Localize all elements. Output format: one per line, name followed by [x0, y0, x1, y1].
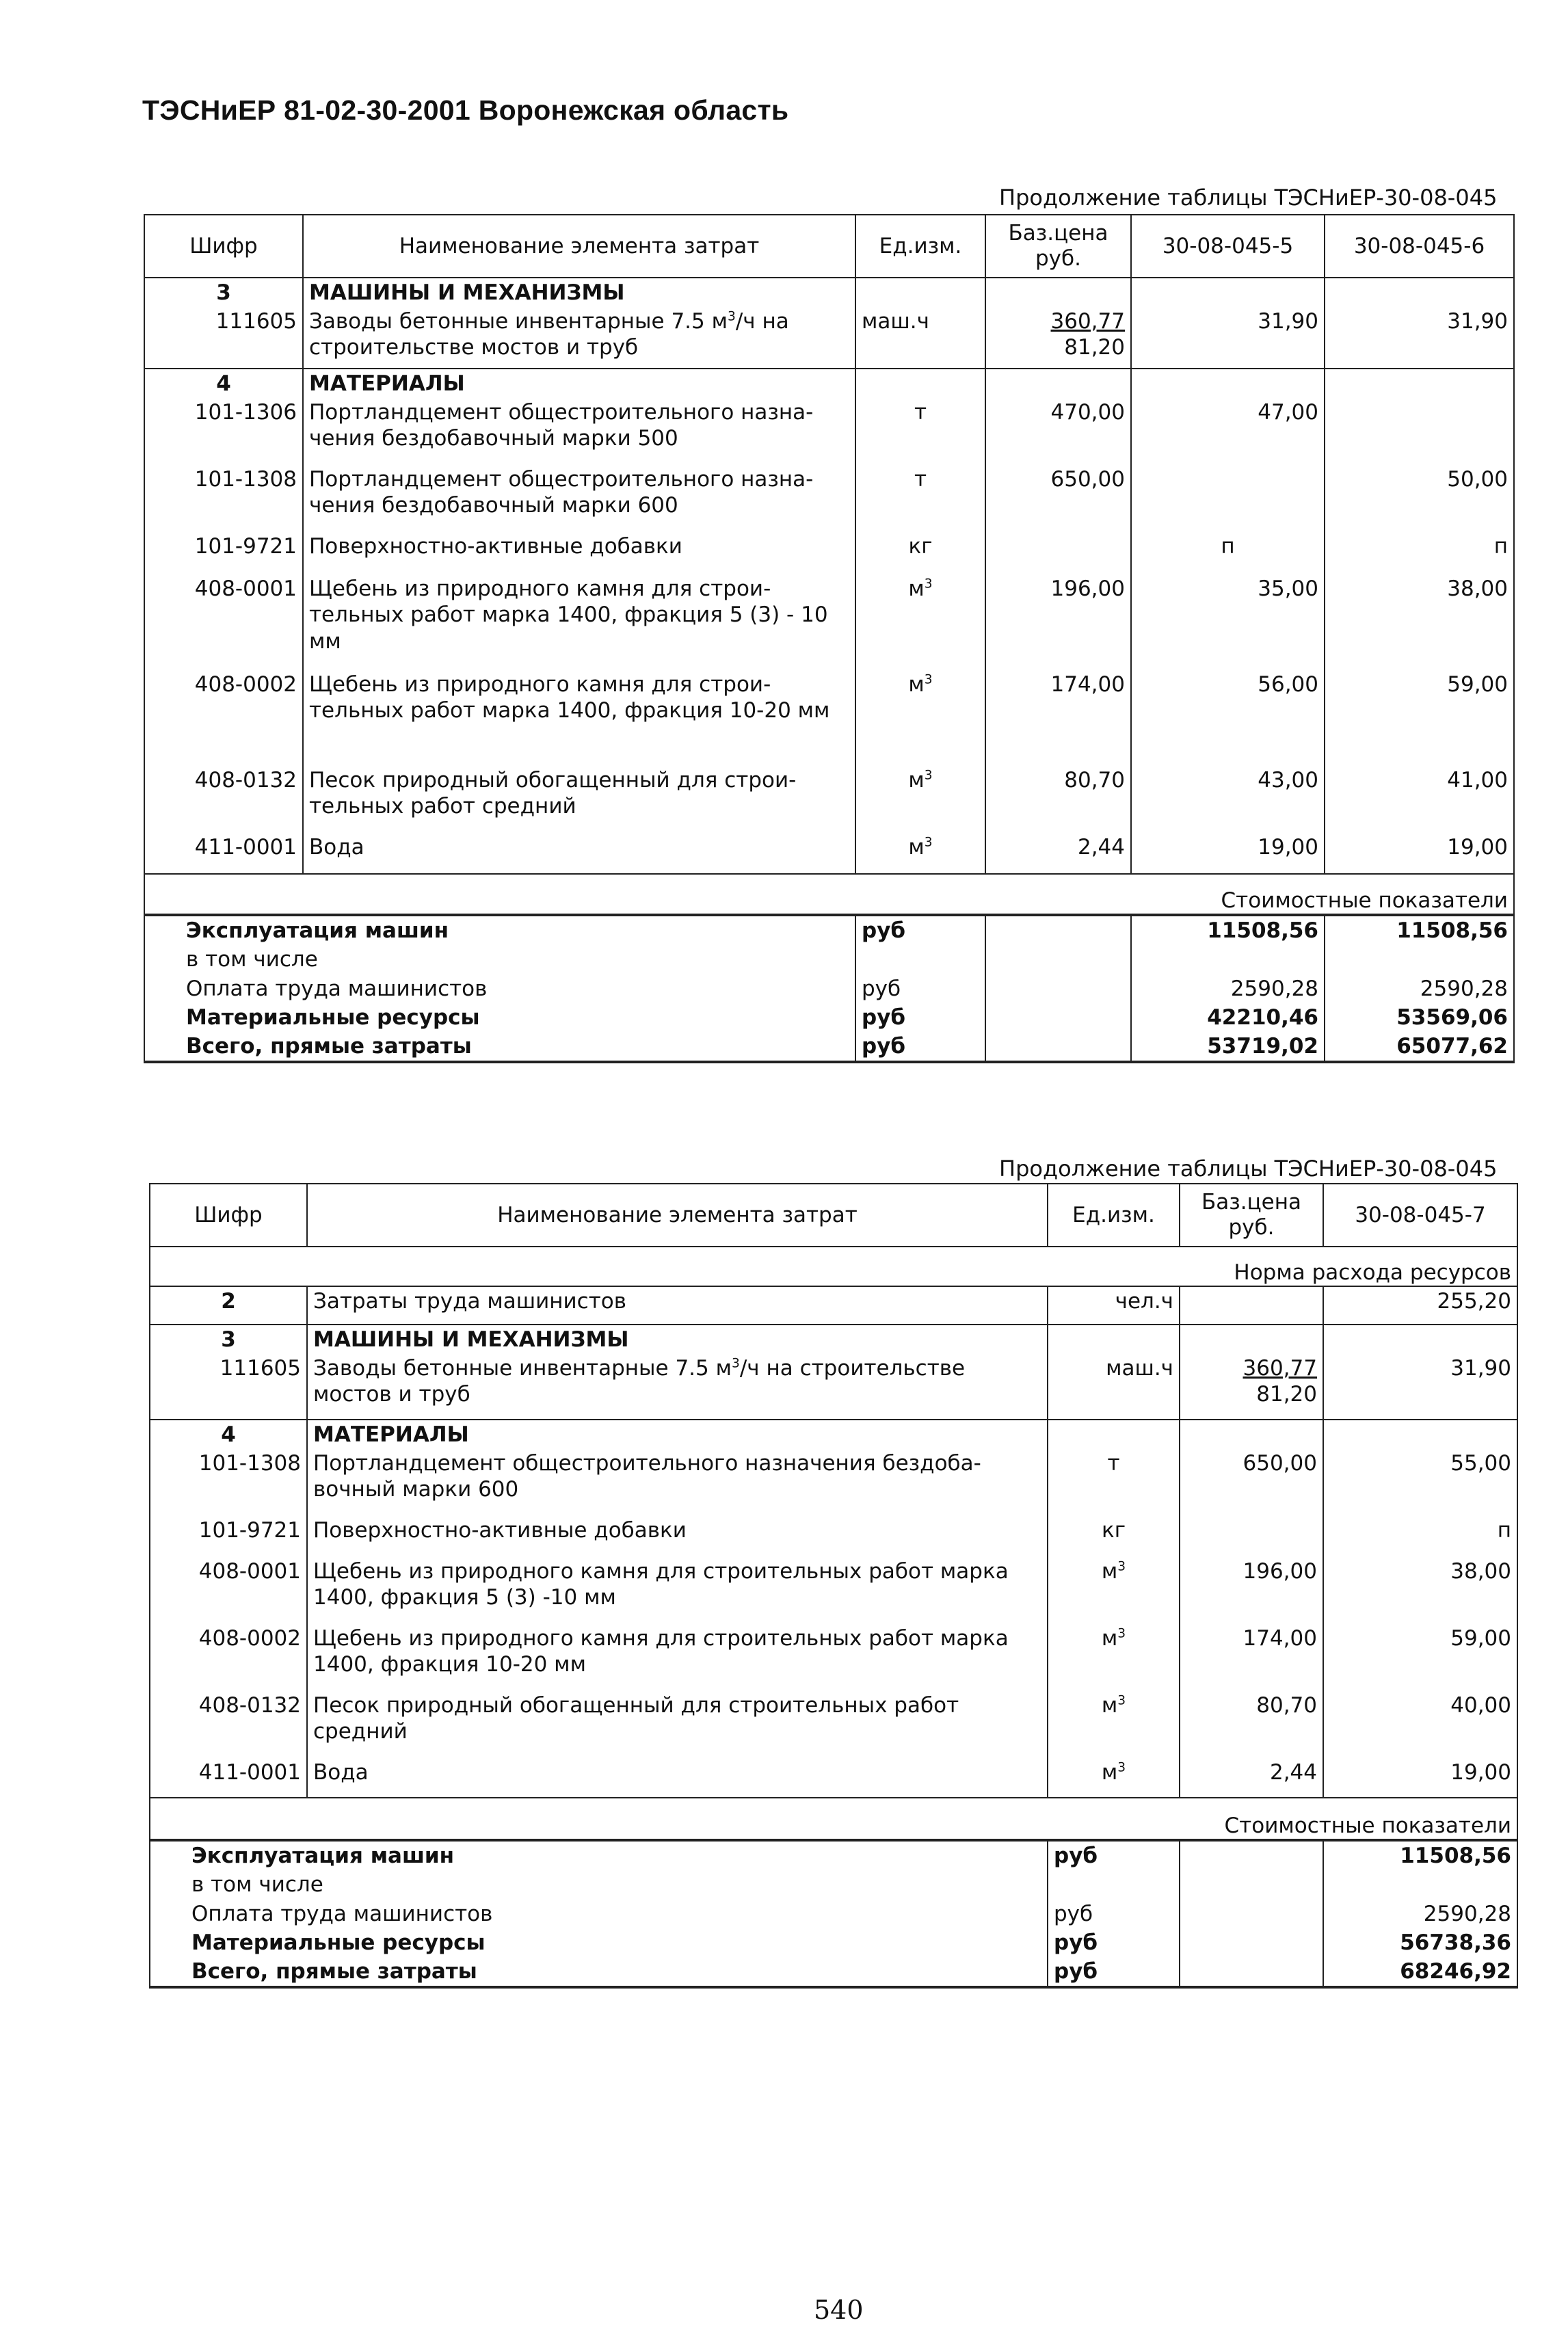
cost-header: Стоимостные показатели	[150, 1798, 1517, 1840]
row-name: Заводы бетонные инвентарные 7.5 $м^3/ч$ на строительстве мостов и труб	[303, 307, 855, 369]
row-c2: 38,00	[1325, 574, 1514, 670]
summary-label: Всего, прямые затраты	[144, 1032, 855, 1062]
summary-c1: 42210,46	[1131, 1003, 1325, 1032]
table2-cost-header-row	[150, 1798, 1517, 1840]
row-unit: чел.ч	[1048, 1286, 1180, 1325]
table2-machine-row	[150, 1354, 1517, 1420]
table-row	[144, 670, 1514, 766]
summary-label: в том числе	[144, 945, 855, 974]
page-number: 540	[814, 2295, 864, 2325]
row-name: Вода	[307, 1758, 1048, 1798]
summary-unit: руб	[855, 974, 985, 1003]
row-code: 111605	[144, 307, 303, 369]
row-name: Поверхностно-активные добавки	[307, 1516, 1048, 1557]
row-c1: 55,00	[1323, 1449, 1517, 1516]
summary-label: Материальные ресурсы	[150, 1928, 1048, 1957]
row-unit: $м^3$	[855, 574, 985, 670]
table2-header-row	[150, 1184, 1517, 1247]
row-name: Затраты труда машинистов	[307, 1286, 1048, 1325]
row-unit: $м^3$	[1048, 1691, 1180, 1758]
row-price: 2,44	[1180, 1758, 1323, 1798]
row-code: 408-0001	[144, 574, 303, 670]
summary-c1: 11508,56	[1131, 915, 1325, 945]
row-c1: 38,00	[1323, 1557, 1517, 1624]
table2-section-materials	[150, 1420, 1517, 1449]
row-c1: 59,00	[1323, 1624, 1517, 1691]
summary-unit: руб	[855, 1003, 985, 1032]
row-c1: 43,00	[1131, 766, 1325, 833]
summary-label: Материальные ресурсы	[144, 1003, 855, 1032]
row-c2: 19,00	[1325, 833, 1514, 874]
section-number: 4	[144, 369, 303, 398]
row-code: 101-1308	[144, 465, 303, 532]
summary-unit: руб	[855, 1032, 985, 1062]
table-row	[144, 766, 1514, 833]
summary-unit: руб	[1048, 1957, 1180, 1987]
summary-unit: руб	[1048, 1840, 1180, 1870]
row-name: Портландцемент общестроительного назначения бездоба-вочный марки 600	[307, 1449, 1048, 1516]
row-unit: $м^3$	[855, 670, 985, 766]
col-header-unit: Ед.изм.	[855, 215, 985, 278]
row-c2: 59,00	[1325, 670, 1514, 766]
table1-section-machines	[144, 278, 1514, 307]
row-price: 80,70	[985, 766, 1131, 833]
row-unit: маш.ч	[855, 307, 985, 369]
row-name: Щебень из природного камня для строи-тельных работ марка 1400, фракция 10-20 мм	[303, 670, 855, 766]
section-title: МАШИНЫ И МЕХАНИЗМЫ	[307, 1325, 1048, 1354]
col-header-c1: 30-08-045-7	[1323, 1184, 1517, 1247]
table2-norm-header-row	[150, 1247, 1517, 1286]
row-c1: 56,00	[1131, 670, 1325, 766]
summary-c1: 56738,36	[1323, 1928, 1517, 1957]
row-code: 408-0132	[150, 1691, 307, 1758]
row-c2: 50,00	[1325, 465, 1514, 532]
col-header-name: Наименование элемента затрат	[307, 1184, 1048, 1247]
row-price: 196,00	[985, 574, 1131, 670]
row-c1: 255,20	[1323, 1286, 1517, 1325]
row-unit: $м^3$	[1048, 1758, 1180, 1798]
row-name: Портландцемент общестроительного назна-чения бездобавочный марки 500	[303, 398, 855, 465]
row-c2: 41,00	[1325, 766, 1514, 833]
page-header-title: ТЭСНиЕР 81-02-30-2001 Воронежская область	[142, 94, 789, 126]
section-number: 3	[144, 278, 303, 307]
norm-header: Норма расхода ресурсов	[150, 1247, 1517, 1286]
row-code: 411-0001	[150, 1758, 307, 1798]
summary-unit: руб	[1048, 1900, 1180, 1928]
row-name: Вода	[303, 833, 855, 874]
section-title: МАТЕРИАЛЫ	[303, 369, 855, 398]
table-row	[150, 1449, 1517, 1516]
col-header-code: Шифр	[144, 215, 303, 278]
row-unit: $м^3$	[1048, 1624, 1180, 1691]
summary-row	[144, 1003, 1514, 1032]
row-price: 174,00	[985, 670, 1131, 766]
summary-row	[150, 1928, 1517, 1957]
summary-row	[144, 974, 1514, 1003]
row-code: 408-0002	[144, 670, 303, 766]
table-row	[150, 1557, 1517, 1624]
summary-c1: 68246,92	[1323, 1957, 1517, 1987]
row-code: 411-0001	[144, 833, 303, 874]
row-code: 408-0132	[144, 766, 303, 833]
summary-row	[150, 1957, 1517, 1987]
row-unit: $м^3$	[1048, 1557, 1180, 1624]
row-name: Щебень из природного камня для строительных работ марка 1400, фракция 10-20 мм	[307, 1624, 1048, 1691]
row-c1: 47,00	[1131, 398, 1325, 465]
table1-cost-header-row	[144, 874, 1514, 915]
section-title: МАШИНЫ И МЕХАНИЗМЫ	[303, 278, 855, 307]
table-row	[150, 1624, 1517, 1691]
col-header-c1: 30-08-045-5	[1131, 215, 1325, 278]
row-c2	[1325, 398, 1514, 465]
price-bottom: 81,20	[1256, 1382, 1317, 1407]
table-row	[150, 1758, 1517, 1798]
summary-label: Всего, прямые затраты	[150, 1957, 1048, 1987]
table2-continuation-caption: Продолжение таблицы ТЭСНиЕР-30-08-045	[999, 1156, 1498, 1182]
table1-section-materials	[144, 369, 1514, 398]
row-code: 101-1306	[144, 398, 303, 465]
row-price	[1180, 1516, 1323, 1557]
summary-row	[150, 1840, 1517, 1870]
summary-unit: руб	[855, 915, 985, 945]
row-name: Поверхностно-активные добавки	[303, 532, 855, 574]
row-unit: $м^3$	[855, 833, 985, 874]
row-unit: кг	[855, 532, 985, 574]
summary-c1: 53719,02	[1131, 1032, 1325, 1062]
row-name: Щебень из природного камня для строи-тельных работ марка 1400, фракция 5 (3) - 10 мм	[303, 574, 855, 670]
row-price: 650,00	[1180, 1449, 1323, 1516]
summary-c2: 2590,28	[1325, 974, 1514, 1003]
row-name: Щебень из природного камня для строительных работ марка 1400, фракция 5 (3) -10 мм	[307, 1557, 1048, 1624]
table2-section-machines	[150, 1325, 1517, 1354]
summary-label: в том числе	[150, 1870, 1048, 1899]
row-c1: 40,00	[1323, 1691, 1517, 1758]
col-header-unit: Ед.изм.	[1048, 1184, 1180, 1247]
summary-row	[150, 1870, 1517, 1899]
summary-row	[144, 1032, 1514, 1062]
section-number: 4	[150, 1420, 307, 1449]
summary-c1: 2590,28	[1323, 1900, 1517, 1928]
cost-header: Стоимостные показатели	[144, 874, 1514, 915]
row-c1: 35,00	[1131, 574, 1325, 670]
table-row	[144, 398, 1514, 465]
row-price: 174,00	[1180, 1624, 1323, 1691]
summary-c2: 11508,56	[1325, 915, 1514, 945]
col-header-name: Наименование элемента затрат	[303, 215, 855, 278]
summary-c1: 2590,28	[1131, 974, 1325, 1003]
row-c1: 31,90	[1131, 307, 1325, 369]
summary-c2: 53569,06	[1325, 1003, 1514, 1032]
row-code: 408-0002	[150, 1624, 307, 1691]
row-code: 101-9721	[144, 532, 303, 574]
summary-row	[144, 945, 1514, 974]
row-unit: кг	[1048, 1516, 1180, 1557]
row-code: 111605	[150, 1354, 307, 1420]
table2-labor-row	[150, 1286, 1517, 1325]
table-row	[144, 465, 1514, 532]
section-number: 3	[150, 1325, 307, 1354]
row-c1: 31,90	[1323, 1354, 1517, 1420]
row-price: 196,00	[1180, 1557, 1323, 1624]
table-row	[150, 1516, 1517, 1557]
row-c1: 19,00	[1131, 833, 1325, 874]
summary-label: Эксплуатация машин	[150, 1840, 1048, 1870]
row-unit: т	[855, 465, 985, 532]
table1-machine-row	[144, 307, 1514, 369]
col-header-price: Баз.цена руб.	[1180, 1184, 1323, 1247]
summary-label: Оплата труда машинистов	[150, 1900, 1048, 1928]
row-price	[985, 307, 1131, 369]
table-row	[144, 833, 1514, 874]
row-c1: п	[1323, 1516, 1517, 1557]
summary-label: Эксплуатация машин	[144, 915, 855, 945]
table1	[144, 214, 1515, 1063]
row-name: Портландцемент общестроительного назна-чения бездобавочный марки 600	[303, 465, 855, 532]
row-name: Заводы бетонные инвентарные 7.5 $м^3/ч$ на строительстве мостов и труб	[307, 1354, 1048, 1420]
price-bottom: 81,20	[1064, 335, 1125, 360]
row-price: 650,00	[985, 465, 1131, 532]
summary-row	[144, 915, 1514, 945]
table-row	[144, 574, 1514, 670]
col-header-c2: 30-08-045-6	[1325, 215, 1514, 278]
row-c2: 31,90	[1325, 307, 1514, 369]
row-c1	[1131, 465, 1325, 532]
summary-row	[150, 1900, 1517, 1928]
row-unit: т	[855, 398, 985, 465]
price-top: 360,77	[1243, 1356, 1317, 1381]
summary-unit: руб	[1048, 1928, 1180, 1957]
col-header-code: Шифр	[150, 1184, 307, 1247]
row-unit: $м^3$	[855, 766, 985, 833]
table1-header-row	[144, 215, 1514, 278]
row-unit: т	[1048, 1449, 1180, 1516]
table1-continuation-caption: Продолжение таблицы ТЭСНиЕР-30-08-045	[999, 185, 1498, 211]
row-price: 2,44	[985, 833, 1131, 874]
row-price	[1180, 1354, 1323, 1420]
row-unit: маш.ч	[1048, 1354, 1180, 1420]
row-name: Песок природный обогащенный для строительных работ средний	[307, 1691, 1048, 1758]
table-row	[144, 532, 1514, 574]
price-top: 360,77	[1050, 309, 1125, 334]
row-code: 2	[150, 1286, 307, 1325]
row-code: 101-9721	[150, 1516, 307, 1557]
table-row	[150, 1691, 1517, 1758]
section-title: МАТЕРИАЛЫ	[307, 1420, 1048, 1449]
row-price: 470,00	[985, 398, 1131, 465]
row-code: 408-0001	[150, 1557, 307, 1624]
summary-c1: 11508,56	[1323, 1840, 1517, 1870]
row-price: 80,70	[1180, 1691, 1323, 1758]
row-c2: п	[1325, 532, 1514, 574]
row-c1: п	[1131, 532, 1325, 574]
table2	[149, 1183, 1518, 1989]
summary-c2: 65077,62	[1325, 1032, 1514, 1062]
row-c1: 19,00	[1323, 1758, 1517, 1798]
summary-label: Оплата труда машинистов	[144, 974, 855, 1003]
row-price	[985, 532, 1131, 574]
col-header-price: Баз.цена руб.	[985, 215, 1131, 278]
row-name: Песок природный обогащенный для строи-тельных работ средний	[303, 766, 855, 833]
row-code: 101-1308	[150, 1449, 307, 1516]
